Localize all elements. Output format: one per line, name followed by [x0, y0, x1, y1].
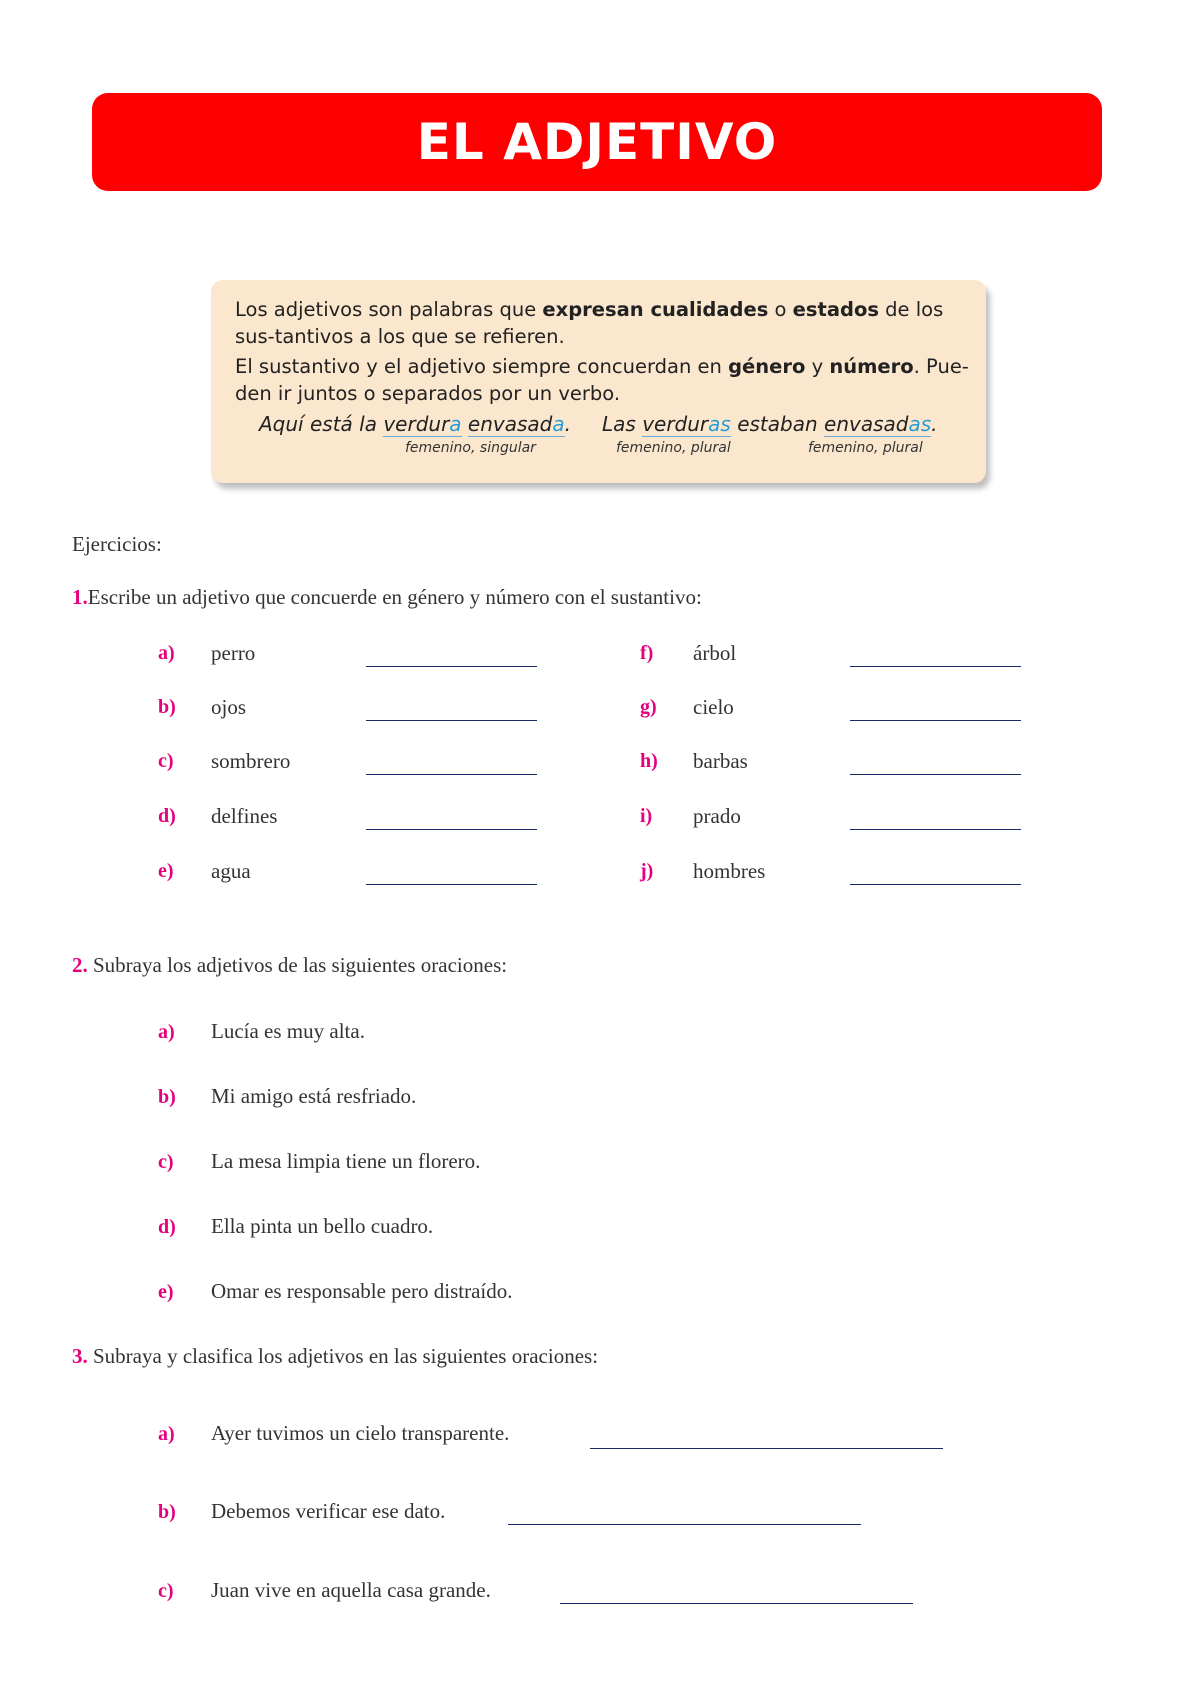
ex1-answer-line-c[interactable]	[366, 774, 537, 775]
exercises-label: Ejercicios:	[72, 532, 162, 556]
ex1-label-i: i)	[640, 805, 653, 827]
ex2-sentence-b[interactable]: Mi amigo está resfriado.	[211, 1084, 417, 1108]
ex1-word-h: barbas	[693, 749, 748, 773]
example-caption-3: femenino, plural	[808, 440, 923, 456]
ex3-answer-line-b[interactable]	[508, 1524, 861, 1525]
definition-box	[211, 280, 986, 483]
ex1-label-h: h)	[640, 750, 658, 772]
ex3-sentence-a[interactable]: Ayer tuvimos un cielo transparente.	[211, 1421, 510, 1445]
ex2-label-b: b)	[158, 1086, 176, 1108]
ex1-word-b: ojos	[211, 695, 247, 719]
ex2-sentence-a[interactable]: Lucía es muy alta.	[211, 1019, 365, 1043]
example-sentence-1: Aquí está la verdura envasada.	[259, 412, 571, 436]
ex1-word-i: prado	[693, 804, 741, 828]
ex1-label-b: b)	[158, 696, 176, 718]
ex2-label-d: d)	[158, 1216, 176, 1238]
ex3-answer-line-c[interactable]	[560, 1603, 913, 1604]
ex1-answer-line-i[interactable]	[850, 829, 1021, 830]
ex3-answer-line-a[interactable]	[590, 1448, 943, 1449]
exercise-2-instruction: 2. Subraya los adjetivos de las siguientes oraciones:	[72, 953, 508, 977]
ex3-label-a: a)	[158, 1423, 175, 1445]
ex1-word-g: cielo	[693, 695, 734, 719]
ex1-answer-line-e[interactable]	[366, 884, 537, 885]
ex2-label-a: a)	[158, 1021, 175, 1043]
exercise-1-instruction: 1.Escribe un adjetivo que concuerde en género y número con el sustantivo:	[72, 585, 702, 609]
ex2-sentence-e[interactable]: Omar es responsable pero distraído.	[211, 1279, 513, 1303]
ex1-answer-line-a[interactable]	[366, 666, 537, 667]
example-caption-2: femenino, plural	[616, 440, 731, 456]
ex1-label-a: a)	[158, 642, 175, 664]
definition-paragraph-1: Los adjetivos son palabras que expresan cualidades o estados de los sus-tantivos a los que se refieren.	[235, 298, 944, 348]
ex1-label-f: f)	[640, 642, 654, 664]
ex1-label-j: j)	[640, 860, 654, 882]
ex2-label-e: e)	[158, 1281, 174, 1303]
ex1-word-j: hombres	[693, 859, 766, 883]
ex3-label-b: b)	[158, 1501, 176, 1523]
ex2-label-c: c)	[158, 1151, 174, 1173]
ex1-label-d: d)	[158, 805, 176, 827]
ex2-sentence-c[interactable]: La mesa limpia tiene un florero.	[211, 1149, 481, 1173]
ex1-label-c: c)	[158, 750, 174, 772]
ex1-label-e: e)	[158, 860, 174, 882]
ex3-sentence-c[interactable]: Juan vive en aquella casa grande.	[211, 1578, 491, 1602]
ex1-label-g: g)	[640, 696, 657, 718]
ex1-word-f: árbol	[693, 641, 737, 665]
ex1-word-d: delfines	[211, 804, 278, 828]
ex1-word-c: sombrero	[211, 749, 291, 773]
ex1-word-a: perro	[211, 641, 256, 665]
exercise-3-instruction: 3. Subraya y clasifica los adjetivos en las siguientes oraciones:	[72, 1344, 599, 1368]
ex1-answer-line-h[interactable]	[850, 774, 1021, 775]
ex1-answer-line-g[interactable]	[850, 720, 1021, 721]
ex2-sentence-d[interactable]: Ella pinta un bello cuadro.	[211, 1214, 434, 1238]
ex1-answer-line-d[interactable]	[366, 829, 537, 830]
title-banner	[92, 93, 1102, 191]
ex1-answer-line-f[interactable]	[850, 666, 1021, 667]
example-caption-1: femenino, singular	[405, 440, 536, 456]
ex1-answer-line-j[interactable]	[850, 884, 1021, 885]
ex3-label-c: c)	[158, 1580, 174, 1602]
ex1-word-e: agua	[211, 859, 251, 883]
definition-paragraph-2: El sustantivo y el adjetivo siempre concuerdan en género y número. Pue-den ir juntos o separados por un verbo.	[235, 355, 969, 405]
ex1-answer-line-b[interactable]	[366, 720, 537, 721]
ex3-sentence-b[interactable]: Debemos verificar ese dato.	[211, 1499, 446, 1523]
example-sentence-2: Las verduras estaban envasadas.	[602, 412, 938, 436]
page-title: EL ADJETIVO	[416, 113, 778, 171]
